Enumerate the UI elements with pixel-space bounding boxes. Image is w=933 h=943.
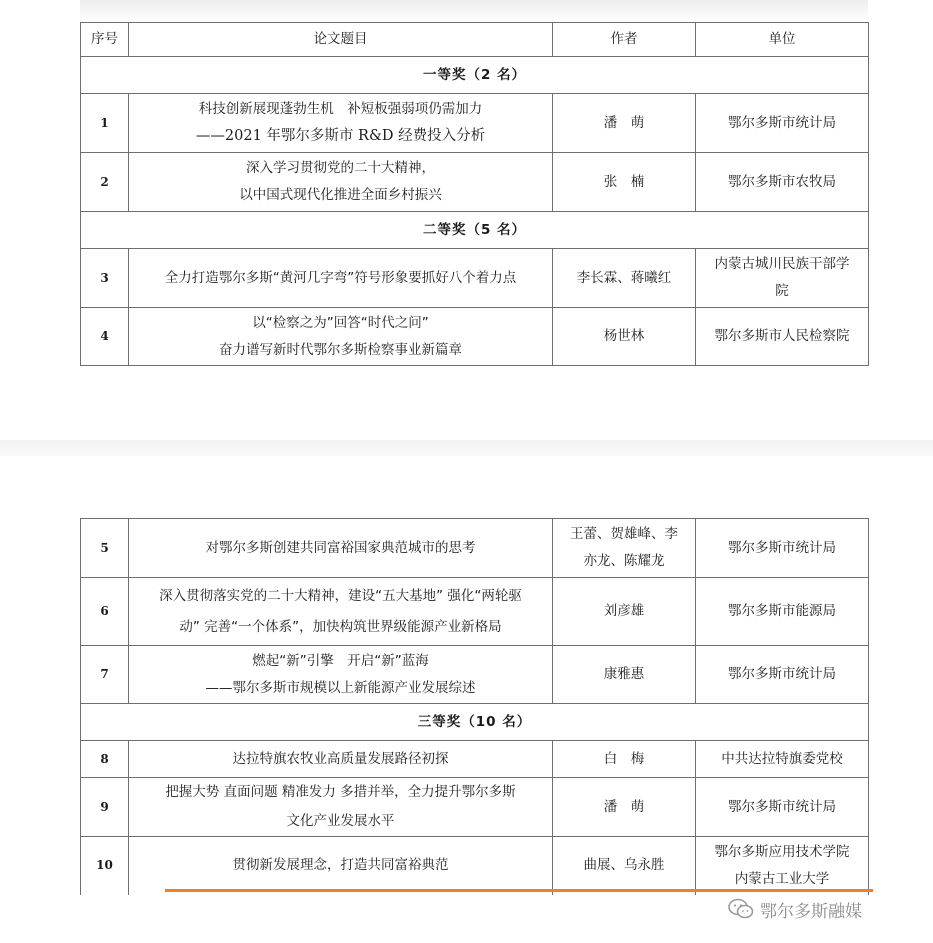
title-line: ——鄂尔多斯市规模以上新能源产业发展综述: [205, 679, 476, 696]
award-table-part-1: [80, 22, 869, 366]
table-header-row: [81, 23, 869, 57]
author: 杨世林: [553, 308, 696, 366]
paper-title: 全力打造鄂尔多斯“黄河几字弯”符号形象要抓好八个着力点: [129, 249, 553, 308]
paper-title: [129, 94, 553, 153]
author: [553, 519, 696, 578]
title-line: 把握大势 直面问题 精准发力 多措并举，全力提升鄂尔多斯: [165, 784, 516, 800]
paper-title: [129, 153, 553, 212]
page-edge-shadow: [80, 0, 868, 22]
wechat-icon: [728, 898, 754, 920]
title-line: ——2021 年鄂尔多斯市 R&D 经费投入分析: [195, 128, 486, 144]
table-row: [81, 837, 869, 895]
header-org: 单位: [696, 23, 869, 57]
title-line: 以“检察之为”回答“时代之问”: [252, 314, 429, 331]
org-line: 鄂尔多斯应用技术学院: [714, 843, 850, 860]
paper-title: 贯彻新发展理念，打造共同富裕典范: [129, 837, 553, 895]
organization: 鄂尔多斯市人民检察院: [696, 308, 869, 366]
row-number: 7: [81, 646, 129, 704]
organization: 鄂尔多斯市统计局: [696, 646, 869, 704]
paper-title: [129, 308, 553, 366]
title-line: 深入贯彻落实党的二十大精神，建设“五大基地” 强化“两轮驱: [159, 587, 522, 604]
table-row: [81, 646, 869, 704]
author-line: 亦龙、陈耀龙: [583, 553, 665, 569]
organization: 鄂尔多斯市统计局: [696, 519, 869, 578]
organization: 鄂尔多斯市统计局: [696, 778, 869, 837]
watermark-text: 鄂尔多斯融媒: [760, 901, 862, 922]
row-number: 10: [81, 837, 129, 895]
table-row: [81, 153, 869, 212]
header-author: 作者: [553, 23, 696, 57]
row-number: 5: [81, 519, 129, 578]
table-row: [81, 519, 869, 578]
organization: 鄂尔多斯市农牧局: [696, 153, 869, 212]
paper-title: 达拉特旗农牧业高质量发展路径初探: [129, 741, 553, 778]
title-line: 文化产业发展水平: [286, 813, 395, 829]
table-row: [81, 778, 869, 837]
section-third-prize: 三等奖（10 名）: [81, 704, 869, 741]
author: 康雅惠: [553, 646, 696, 704]
accent-underline: [165, 889, 873, 892]
paper-title: [129, 778, 553, 837]
paper-title: 对鄂尔多斯创建共同富裕国家典范城市的思考: [129, 519, 553, 578]
author: 曲展、乌永胜: [553, 837, 696, 895]
page-separator: [0, 440, 933, 456]
paper-title: [129, 578, 553, 646]
header-seq: 序号: [81, 23, 129, 57]
section-row-third: [81, 704, 869, 741]
row-number: 9: [81, 778, 129, 837]
row-number: 3: [81, 249, 129, 308]
section-first-prize: 一等奖（2 名）: [81, 57, 869, 94]
row-number: 4: [81, 308, 129, 366]
row-number: 1: [81, 94, 129, 153]
row-number: 6: [81, 578, 129, 646]
org-line: 内蒙古工业大学: [734, 870, 830, 887]
author: 李长霖、蒋曦红: [553, 249, 696, 308]
author: 潘 萌: [553, 94, 696, 153]
award-table-part-2: [80, 518, 869, 895]
title-line: 科技创新展现蓬勃生机 补短板强弱项仍需加力: [198, 101, 483, 117]
section-row-second: [81, 212, 869, 249]
table-row: [81, 308, 869, 366]
title-line: 动” 完善“一个体系”，加快构筑世界级能源产业新格局: [179, 618, 502, 635]
table-row: [81, 578, 869, 646]
watermark: [728, 895, 862, 923]
author: 刘彦雄: [553, 578, 696, 646]
organization: 鄂尔多斯市统计局: [696, 94, 869, 153]
organization: 鄂尔多斯市能源局: [696, 578, 869, 646]
paper-title: [129, 646, 553, 704]
title-line: 以中国式现代化推进全面乡村振兴: [239, 187, 442, 203]
row-number: 8: [81, 741, 129, 778]
header-title: 论文题目: [129, 23, 553, 57]
section-row-first: [81, 57, 869, 94]
author-line: 王蕾、贺雄峰、李: [570, 526, 678, 542]
table-row: [81, 741, 869, 778]
table-row: [81, 94, 869, 153]
table-row: [81, 249, 869, 308]
section-second-prize: 二等奖（5 名）: [81, 212, 869, 249]
title-line: 深入学习贯彻党的二十大精神，: [246, 160, 435, 176]
organization: 中共达拉特旗委党校: [696, 741, 869, 778]
title-line: 奋力谱写新时代鄂尔多斯检察事业新篇章: [219, 341, 462, 358]
organization: [696, 249, 869, 308]
org-line: 内蒙古城川民族干部学: [714, 256, 850, 272]
author: 白 梅: [553, 741, 696, 778]
row-number: 2: [81, 153, 129, 212]
organization: [696, 837, 869, 895]
author: 潘 萌: [553, 778, 696, 837]
org-line: 院: [775, 283, 789, 299]
title-line: 燃起“新”引擎 开启“新”蓝海: [252, 652, 429, 669]
author: 张 楠: [553, 153, 696, 212]
